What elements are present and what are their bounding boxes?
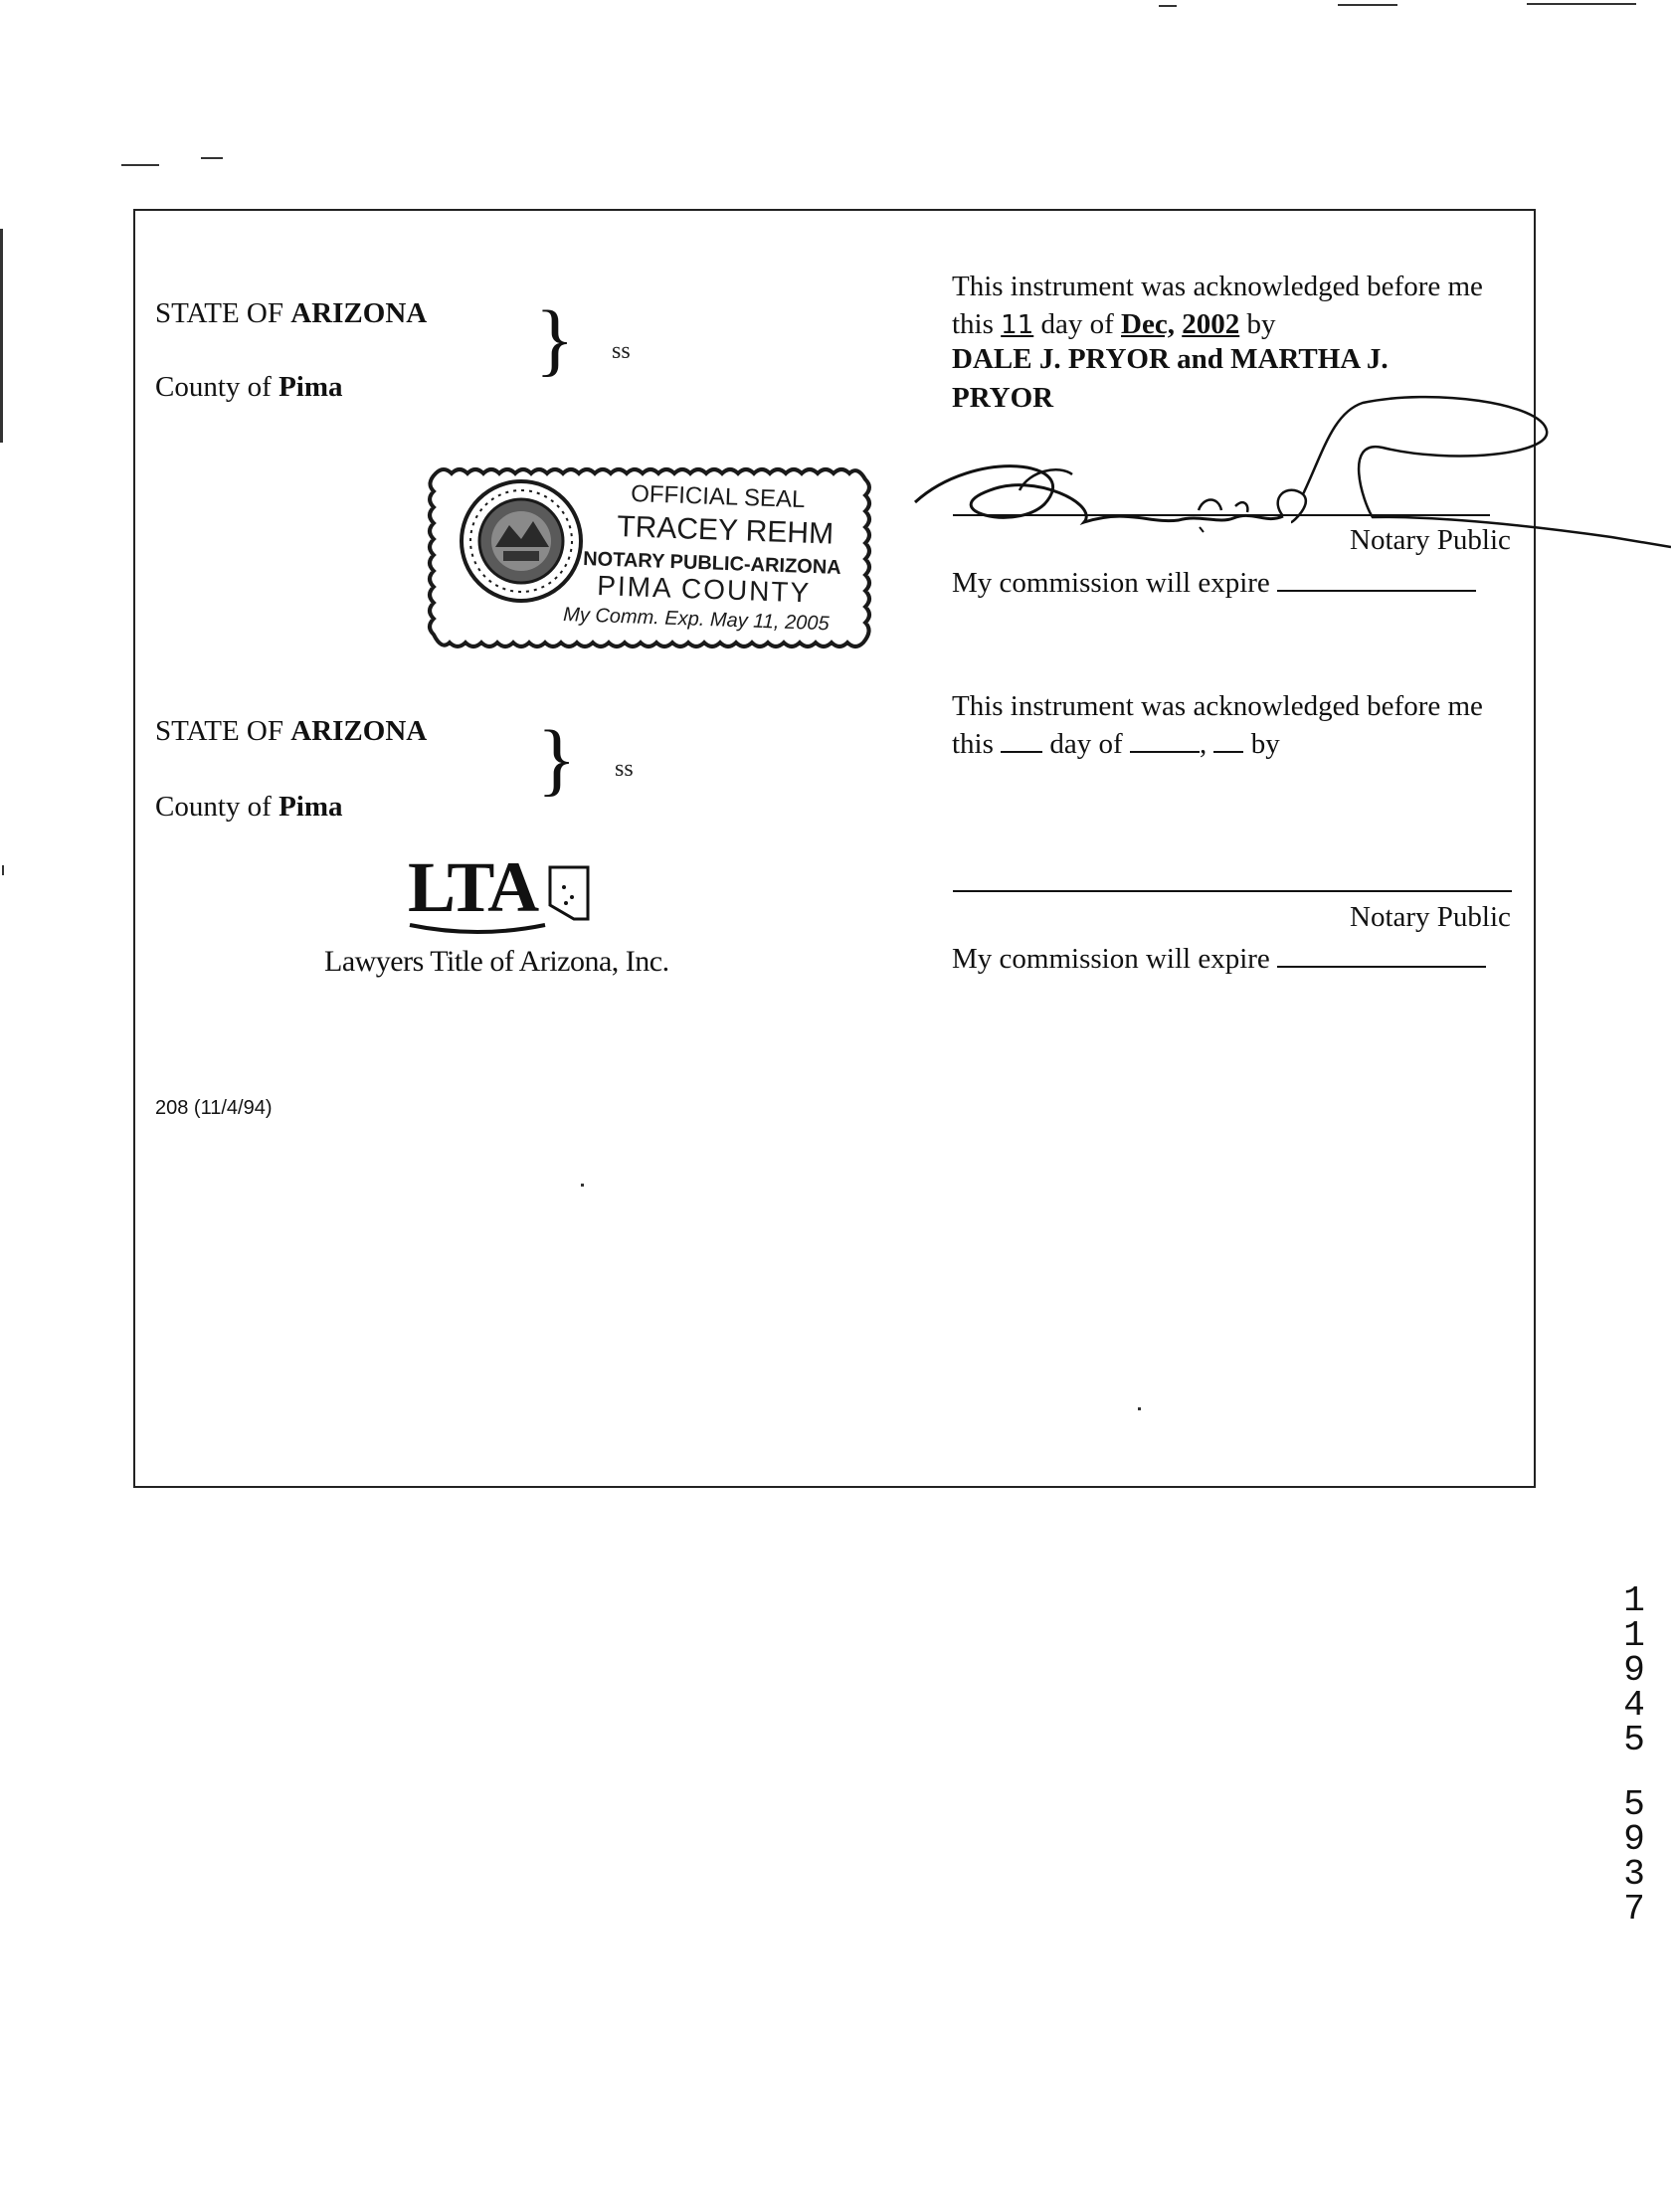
ack-line: This instrument was acknowledged before me <box>952 271 1483 302</box>
company-name: Lawyers Title of Arizona, Inc. <box>324 945 669 978</box>
scan-mark <box>1138 1407 1141 1410</box>
scan-mark <box>581 1184 584 1187</box>
recording-digit: 5 <box>1623 1720 1645 1760</box>
county-line <box>155 791 343 824</box>
stamp-line-5: My Comm. Exp. May 11, 2005 <box>562 604 830 636</box>
year-value: 2002 <box>1182 308 1240 340</box>
form-number: 208 (11/4/94) <box>155 1097 273 1119</box>
state-prefix: STATE OF <box>155 715 291 747</box>
county-name: Pima <box>278 791 343 823</box>
recording-digit: 5 <box>1623 1784 1645 1825</box>
by-word: by <box>1246 308 1276 340</box>
logo-swoosh <box>408 921 547 937</box>
state-name: ARIZONA <box>290 297 428 329</box>
day-blank <box>1001 729 1042 753</box>
commission-line <box>952 567 1476 600</box>
by-word: by <box>1250 728 1280 760</box>
commission-label: My commission will expire <box>952 567 1270 599</box>
names-line: PRYOR <box>952 382 1054 414</box>
commission-label: My commission will expire <box>952 943 1270 975</box>
this-word: this <box>952 728 994 760</box>
recording-digit: 9 <box>1623 1819 1645 1860</box>
year-blank <box>1213 729 1243 753</box>
scan-mark <box>121 164 159 166</box>
month-blank <box>1130 729 1200 753</box>
day-of: day of <box>1049 728 1123 760</box>
stamp-line-3: NOTARY PUBLIC-ARIZONA <box>582 548 842 580</box>
recording-digit: 7 <box>1623 1889 1645 1930</box>
state-line <box>155 297 427 330</box>
recording-digit: 4 <box>1623 1685 1645 1726</box>
county-name: Pima <box>278 371 343 403</box>
ss-label: ss <box>615 756 634 782</box>
state-line <box>155 715 427 748</box>
scan-mark <box>201 157 223 159</box>
ack-date-line <box>952 728 1280 761</box>
logo-mark: LTA <box>408 847 538 927</box>
signature-line <box>953 890 1512 892</box>
stamp-line-2: TRACEY REHM <box>616 510 835 551</box>
comma: , <box>1199 728 1207 760</box>
commission-blank <box>1277 568 1476 592</box>
recording-digit: 1 <box>1623 1580 1645 1621</box>
stamp-line-4: PIMA COUNTY <box>596 570 812 609</box>
scan-mark <box>1338 4 1397 6</box>
county-prefix: County of <box>155 791 279 823</box>
recording-digit: 1 <box>1623 1615 1645 1656</box>
names-line: DALE J. PRYOR and MARTHA J. <box>952 343 1389 375</box>
recording-digit: 9 <box>1623 1650 1645 1691</box>
month-value: Dec, <box>1121 308 1175 340</box>
ack-date-line <box>952 308 1275 341</box>
notary-label: Notary Public <box>1350 524 1511 556</box>
scan-mark <box>1159 5 1177 7</box>
company-logo <box>408 847 607 941</box>
arizona-outline-icon <box>544 861 592 923</box>
commission-line <box>952 943 1486 976</box>
official-seal-stamp <box>418 460 887 658</box>
this-word: this <box>952 308 994 340</box>
state-name: ARIZONA <box>290 715 428 747</box>
day-value: 11 <box>1001 310 1034 340</box>
ss-label: ss <box>612 338 631 364</box>
scan-mark <box>1527 3 1636 5</box>
arizona-state-seal <box>462 481 581 601</box>
brace: } <box>537 713 577 804</box>
county-prefix: County of <box>155 371 279 403</box>
stamp-line-1: OFFICIAL SEAL <box>630 480 806 514</box>
scan-mark <box>2 865 4 875</box>
scan-mark <box>0 229 3 443</box>
recording-number <box>1619 1580 1649 1930</box>
day-of: day of <box>1040 308 1114 340</box>
state-prefix: STATE OF <box>155 297 291 329</box>
ack-line: This instrument was acknowledged before me <box>952 690 1483 722</box>
recording-digit: 3 <box>1623 1854 1645 1895</box>
brace: } <box>535 293 575 384</box>
commission-blank <box>1277 944 1486 968</box>
county-line <box>155 371 343 404</box>
notary-label: Notary Public <box>1350 901 1511 933</box>
